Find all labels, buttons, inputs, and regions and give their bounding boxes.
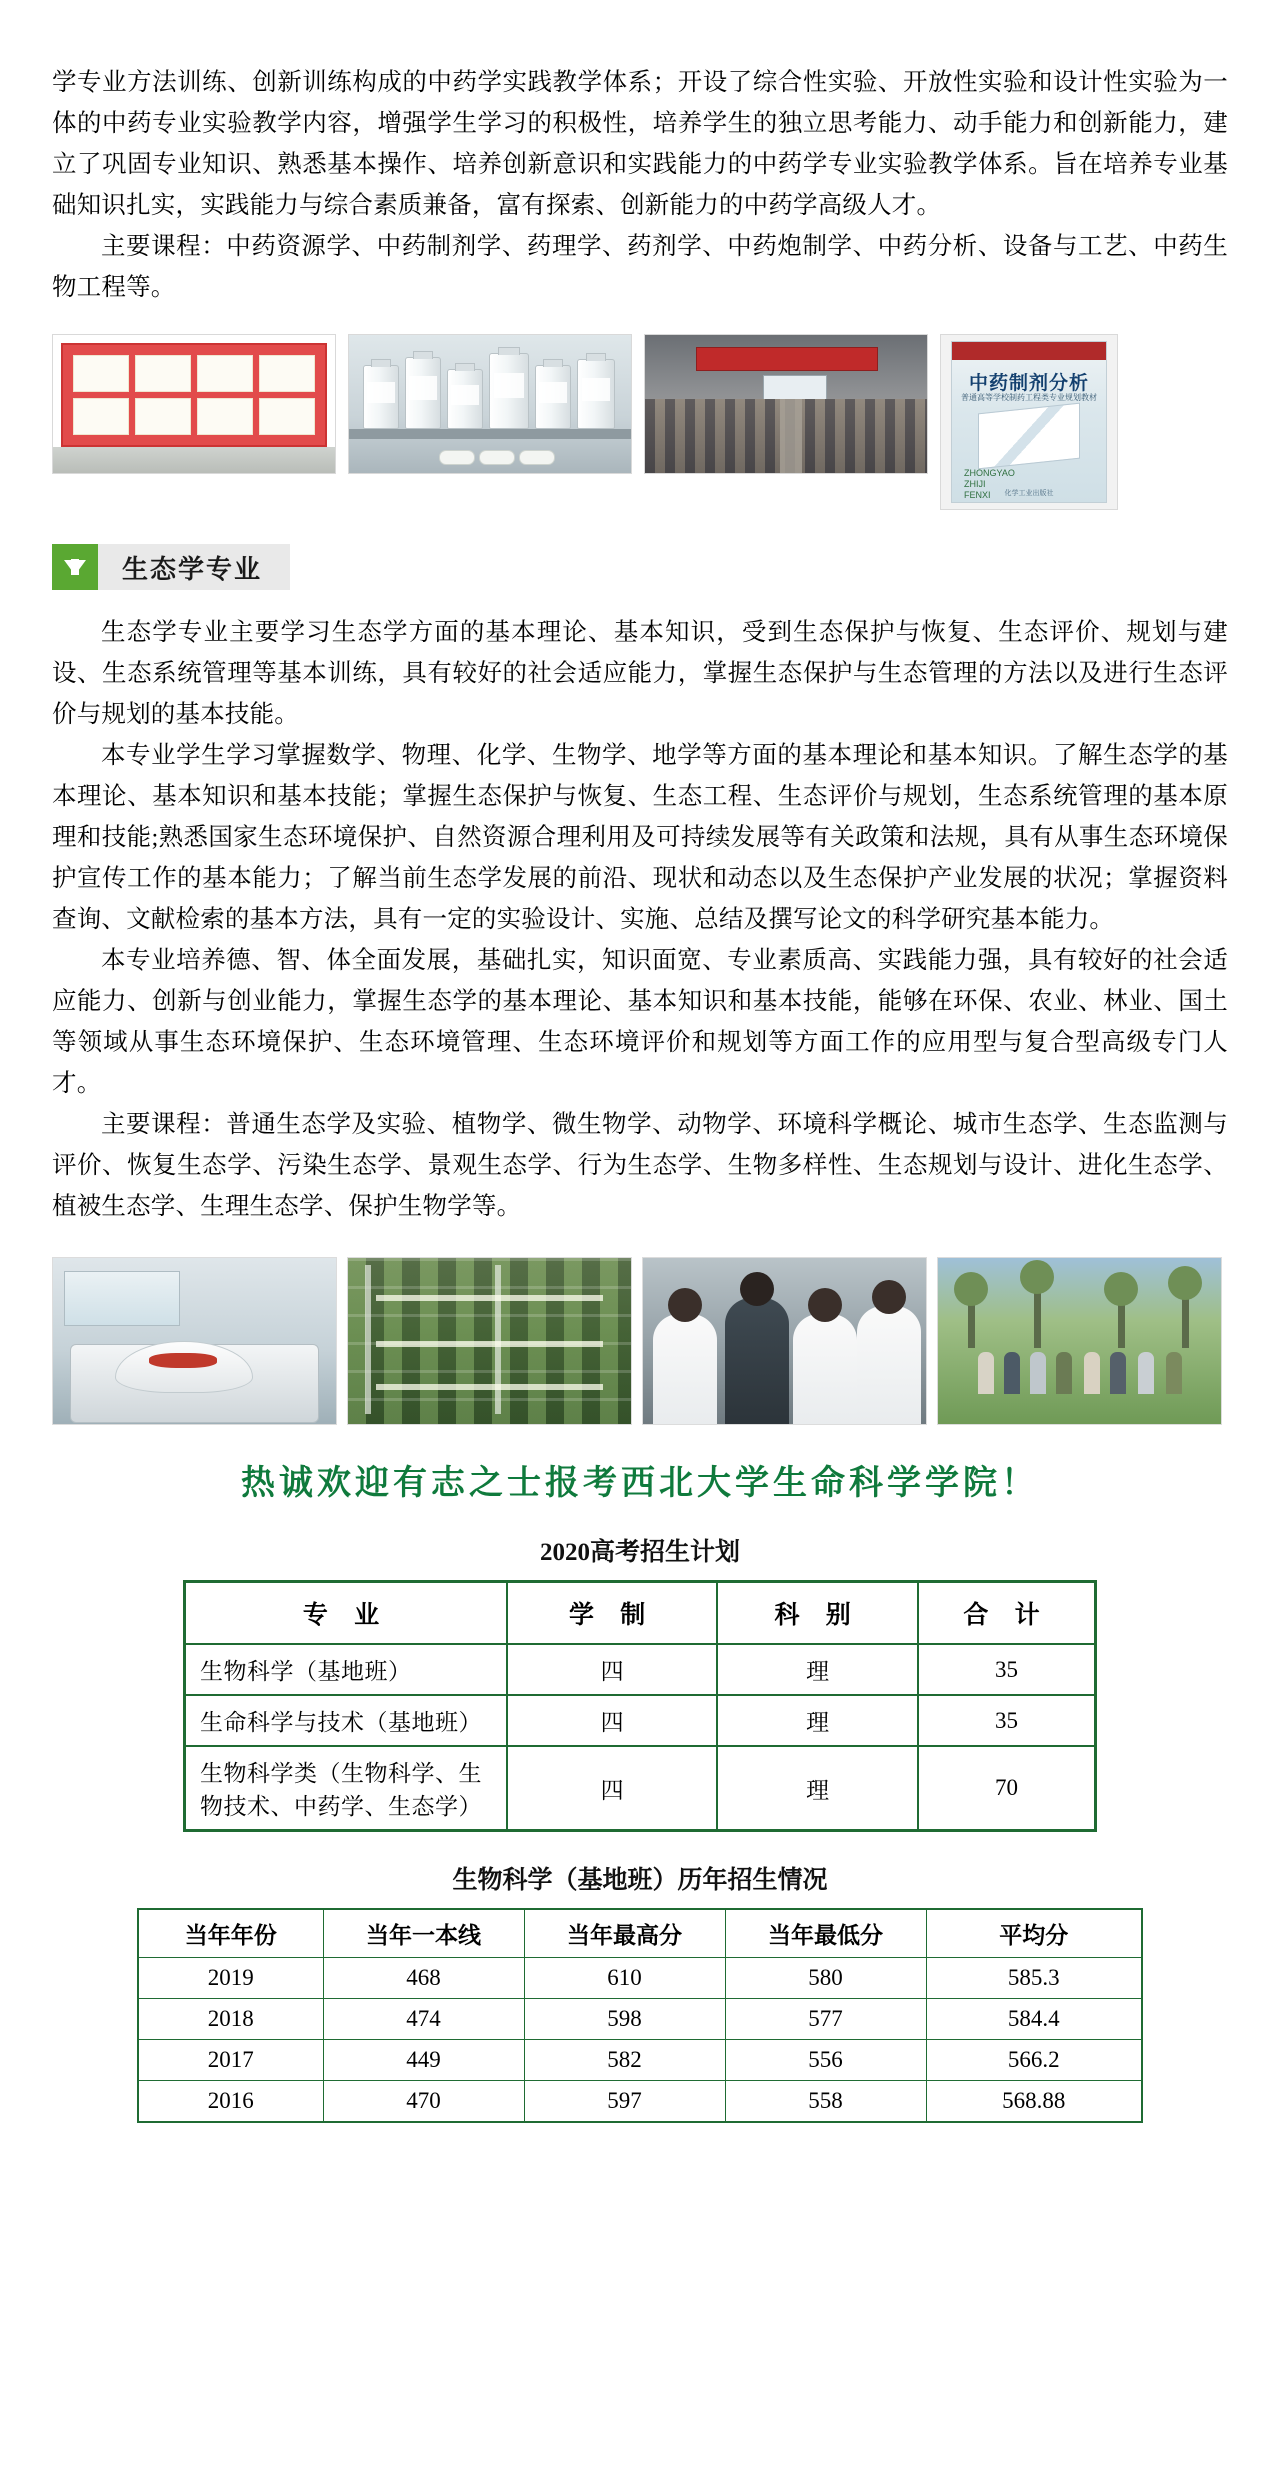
person-figure <box>1138 1352 1154 1394</box>
cell-major: 生命科学与技术（基地班） <box>185 1695 508 1746</box>
cell-length: 四 <box>507 1695 717 1746</box>
cell-category: 理 <box>717 1695 918 1746</box>
hall-banner <box>696 347 878 371</box>
bottle <box>489 353 529 429</box>
cell-highest-score: 582 <box>524 2040 725 2081</box>
tube <box>439 450 475 465</box>
cell-year: 2017 <box>138 2040 323 2081</box>
bottle <box>577 359 615 429</box>
cell-category: 理 <box>717 1644 918 1695</box>
table-row <box>138 2081 1142 2123</box>
ecology-section-header <box>52 544 1228 590</box>
shelf <box>349 429 631 439</box>
admission-plan-table <box>183 1580 1097 1832</box>
table-row <box>185 1695 1096 1746</box>
cell-length: 四 <box>507 1746 717 1831</box>
student-figure <box>857 1306 921 1424</box>
person-figure <box>978 1352 994 1394</box>
person-figure <box>1004 1352 1020 1394</box>
table-row <box>138 1958 1142 1999</box>
rack-beam <box>495 1265 501 1414</box>
table-row <box>185 1746 1096 1831</box>
bottom-spacer <box>52 2123 1228 2169</box>
field-survey-photo <box>937 1257 1222 1425</box>
tcm-photo-row <box>52 334 1228 510</box>
header-average-score: 平均分 <box>926 1909 1142 1958</box>
rack-light <box>376 1384 602 1390</box>
cell-length: 四 <box>507 1644 717 1695</box>
book-cover <box>951 341 1107 503</box>
rack-light <box>376 1295 602 1301</box>
lecture-hall-photo <box>644 334 928 474</box>
student-figure <box>725 1298 789 1424</box>
paragraph-eco-3: 本专业培养德、智、体全面发展，基础扎实，知识面宽、专业素质高、实践能力强，具有较好的社会适应能力、创新与创业能力，掌握生态学的基本理论、基本知识和基本技能，能够在环保、农业、林业、国土等领域从事生态环境保护、生态环境管理、生态环境评价和规划等方面工作的应用型与复合型高级专门人才。 <box>52 947 1228 1097</box>
cell-lowest-score: 577 <box>725 1999 926 2040</box>
person-figure <box>1166 1352 1182 1394</box>
header-highest-score: 当年最高分 <box>524 1909 725 1958</box>
cell-highest-score: 610 <box>524 1958 725 1999</box>
lab-window <box>64 1271 179 1326</box>
table-header-row <box>138 1909 1142 1958</box>
paragraph-eco-1: 生态学专业主要学习生态学方面的基本理论、基本知识，受到生态保护与恢复、生态评价、规划与建设、生态系统管理等基本训练，具有较好的社会适应能力，掌握生态保护与生态管理的方法以及进行生态评价与规划的基本技能。 <box>52 619 1228 728</box>
header-first-tier-line: 当年一本线 <box>323 1909 524 1958</box>
cell-category: 理 <box>717 1746 918 1831</box>
person-figure <box>1056 1352 1072 1394</box>
ecology-lab-photo <box>52 1257 337 1425</box>
cell-average-score: 568.88 <box>926 2081 1142 2123</box>
cell-major: 生物科学类（生物科学、生物技术、中药学、生态学） <box>185 1746 508 1831</box>
cell-total: 70 <box>918 1746 1095 1831</box>
cell-lowest-score: 580 <box>725 1958 926 1999</box>
person-figure <box>1030 1352 1046 1394</box>
plan-table-title: 2020高考招生计划 <box>539 1539 740 1566</box>
cell-year: 2016 <box>138 2081 323 2123</box>
table-row <box>138 2040 1142 2081</box>
poster-grid <box>63 345 325 445</box>
history-table-title: 生物科学（基地班）历年招生情况 <box>452 1867 828 1894</box>
paragraph-tcm-courses: 主要课程：中药资源学、中药制剂学、药理学、药剂学、中药炮制学、中药分析、设备与工艺、中药生物工程等。 <box>52 233 1228 301</box>
cell-total: 35 <box>918 1695 1095 1746</box>
student-figure <box>653 1314 717 1424</box>
book-topbar <box>952 342 1106 360</box>
header-lowest-score: 当年最低分 <box>725 1909 926 1958</box>
hall-aisle <box>780 399 802 473</box>
header-total: 合 计 <box>918 1582 1095 1645</box>
paragraph-eco-courses: 主要课程：普通生态学及实验、植物学、微生物学、动物学、环境科学概论、城市生态学、生态监测与评价、恢复生态学、污染生态学、景观生态学、行为生态学、生物多样性、生态规划与设计、进化生态学、植被生态学、生理生态学、保护生物学等。 <box>52 1111 1228 1220</box>
book-publisher: 化学工业出版社 <box>1004 489 1054 497</box>
lab-instrument-accent <box>149 1353 217 1368</box>
cell-total: 35 <box>918 1644 1095 1695</box>
bottle <box>535 365 571 429</box>
poster-display-photo <box>52 334 336 474</box>
header-category: 科 别 <box>717 1582 918 1645</box>
header-major: 专 业 <box>185 1582 508 1645</box>
cell-average-score: 584.4 <box>926 1999 1142 2040</box>
bottle <box>447 369 483 429</box>
book-pinyin-line1: ZHONGYAO <box>964 468 1015 478</box>
cell-first-tier-line: 470 <box>323 2081 524 2123</box>
book-graphic <box>978 403 1080 470</box>
cell-first-tier-line: 474 <box>323 1999 524 2040</box>
cell-average-score: 566.2 <box>926 2040 1142 2081</box>
book-subtitle: 普通高等学校制药工程类专业规划教材 <box>961 393 1097 402</box>
paragraph-eco-2: 本专业学生学习掌握数学、物理、化学、生物学、地学等方面的基本理论和基本知识。了解生态学的基本理论、基本知识和基本技能；掌握生态保护与恢复、生态工程、生态评价与规划，生态系统管理的基本原理和技能;熟悉国家生态环境保护、自然资源合理利用及可持续发展等有关政策和法规，具有从事生态环境保护宣传工作的基本能力；了解当前生态学发展的前沿、现状和动态以及生态保护产业发展的状况；掌握资料查询、文献检索的基本方法，具有一定的实验设计、实施、总结及撰写论文的科学研究基本能力。 <box>52 742 1228 933</box>
table-row <box>185 1644 1096 1695</box>
tree <box>1182 1284 1189 1348</box>
arrow-down-glyph <box>64 560 86 575</box>
cell-year: 2019 <box>138 1958 323 1999</box>
table-header-row <box>185 1582 1096 1645</box>
book-pinyin-line2: ZHIJI <box>964 479 986 489</box>
students-lab-photo <box>642 1257 927 1425</box>
ecology-text-block <box>52 612 1228 1227</box>
tube <box>479 450 515 465</box>
cell-major: 生物科学（基地班） <box>185 1644 508 1695</box>
rack-light <box>376 1341 602 1347</box>
section-title-bar <box>98 544 290 590</box>
student-figure <box>793 1314 857 1424</box>
plant-factory-photo <box>347 1257 632 1425</box>
header-year: 当年年份 <box>138 1909 323 1958</box>
ecology-photo-row <box>52 1257 1228 1425</box>
arrow-down-icon <box>52 544 98 590</box>
section-title: 生态学专业 <box>122 554 263 584</box>
textbook-cover-photo <box>940 334 1118 510</box>
tree <box>968 1290 975 1348</box>
header-length: 学 制 <box>507 1582 717 1645</box>
bottle <box>405 357 441 429</box>
cell-lowest-score: 556 <box>725 2040 926 2081</box>
top-text-block <box>52 0 1228 308</box>
cell-year: 2018 <box>138 1999 323 2040</box>
poster-floor <box>53 447 335 473</box>
bottle <box>363 365 399 429</box>
cell-first-tier-line: 449 <box>323 2040 524 2081</box>
tree <box>1118 1290 1125 1348</box>
cell-average-score: 585.3 <box>926 1958 1142 1999</box>
table-row <box>138 1999 1142 2040</box>
cell-highest-score: 598 <box>524 1999 725 2040</box>
cell-lowest-score: 558 <box>725 2081 926 2123</box>
rack-beam <box>365 1265 371 1414</box>
cell-highest-score: 597 <box>524 2081 725 2123</box>
admission-history-table <box>137 1908 1143 2123</box>
poster-board <box>61 343 327 447</box>
book-title: 中药制剂分析 <box>968 373 1089 394</box>
person-figure <box>1110 1352 1126 1394</box>
reagent-bottles-photo <box>348 334 632 474</box>
person-figure <box>1084 1352 1100 1394</box>
welcome-slogan: 热诚欢迎有志之士报考西北大学生命科学学院！ <box>241 1465 1039 1502</box>
cell-first-tier-line: 468 <box>323 1958 524 1999</box>
tree <box>1034 1278 1041 1348</box>
paragraph-tcm-teaching: 学专业方法训练、创新训练构成的中药学实践教学体系；开设了综合性实验、开放性实验和设计性实验为一体的中药专业实验教学内容，增强学生学习的积极性，培养学生的独立思考能力、动手能力和创新能力，建立了巩固专业知识、熟悉基本操作、培养创新意识和实践能力的中药学专业实验教学体系。旨在培养专业基础知识扎实，实践能力与综合素质兼备，富有探索、创新能力的中药学高级人才。 <box>52 69 1228 219</box>
tube <box>519 450 555 465</box>
book-pinyin-line3: FENXI <box>964 490 991 500</box>
